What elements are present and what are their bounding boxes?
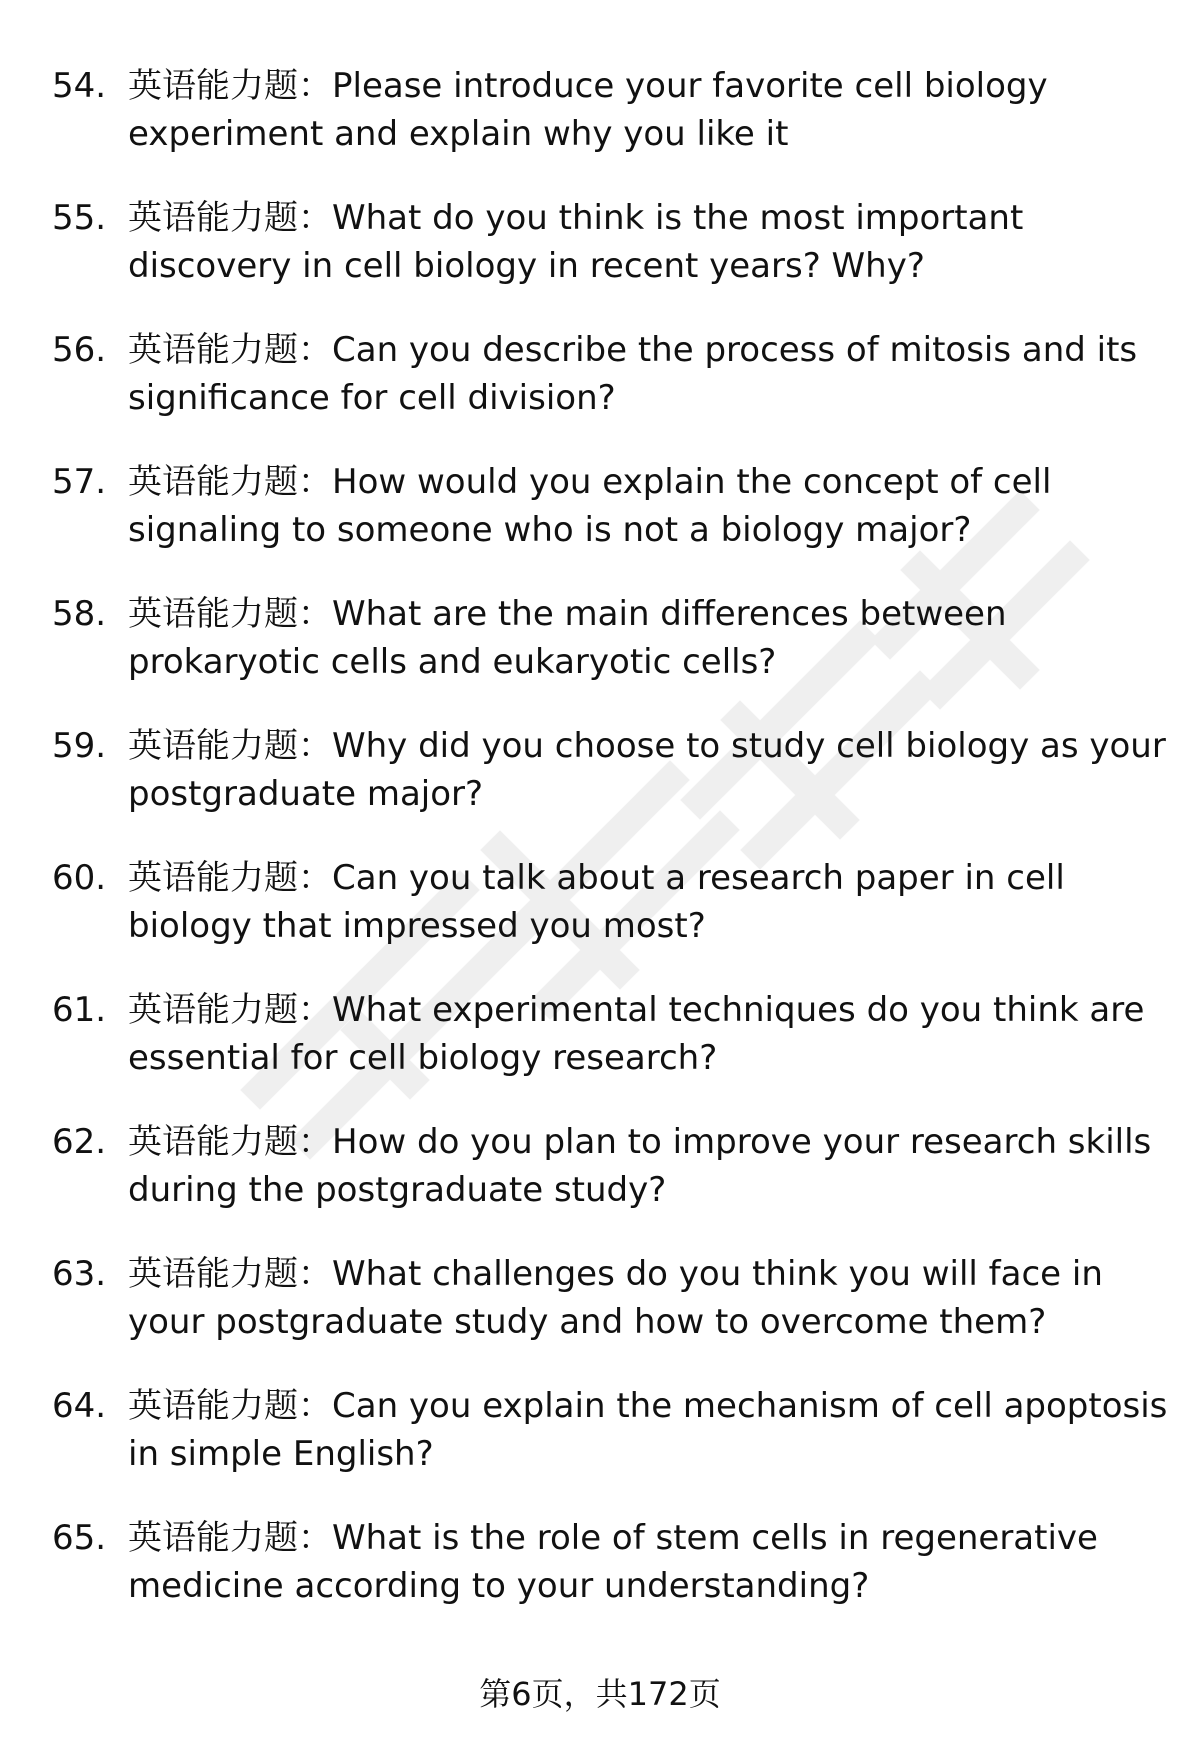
question-number: 59. — [52, 726, 107, 766]
question-number: 65. — [52, 1518, 107, 1558]
question-number: 54. — [52, 66, 107, 106]
question-text: What is the role of stem cells in regenerative medicine according to your understanding? — [128, 1518, 1098, 1606]
question-number: 56. — [52, 330, 107, 370]
question-text: What experimental techniques do you think are essential for cell biology research? — [128, 990, 1145, 1078]
question-item — [0, 188, 1200, 320]
question-category: 英语能力题： — [128, 594, 332, 634]
question-text: Can you describe the process of mitosis and its significance for cell division? — [128, 330, 1138, 418]
question-category: 英语能力题： — [128, 1254, 332, 1294]
question-body — [128, 1514, 1168, 1610]
question-body — [128, 1382, 1168, 1478]
question-number: 64. — [52, 1386, 107, 1426]
question-item — [0, 1112, 1200, 1244]
question-body — [128, 986, 1168, 1082]
question-category: 英语能力题： — [128, 462, 332, 502]
question-number: 60. — [52, 858, 107, 898]
question-body — [128, 722, 1168, 818]
question-category: 英语能力题： — [128, 858, 332, 898]
question-text: Can you talk about a research paper in cell biology that impressed you most? — [128, 858, 1065, 946]
question-text: What do you think is the most important discovery in cell biology in recent years? Why? — [128, 198, 1024, 286]
question-body — [128, 854, 1168, 950]
question-category: 英语能力题： — [128, 1122, 332, 1162]
question-item — [0, 584, 1200, 716]
question-item — [0, 1376, 1200, 1508]
question-category: 英语能力题： — [128, 66, 332, 106]
question-category: 英语能力题： — [128, 198, 332, 238]
question-item — [0, 716, 1200, 848]
question-category: 英语能力题： — [128, 726, 332, 766]
question-text: Can you explain the mechanism of cell apoptosis in simple English? — [128, 1386, 1168, 1474]
question-body — [128, 1250, 1168, 1346]
page-number-label: 第6页，共172页 — [479, 1675, 721, 1713]
question-body — [128, 194, 1168, 290]
question-item — [0, 320, 1200, 452]
question-number: 57. — [52, 462, 107, 502]
question-category: 英语能力题： — [128, 1386, 332, 1426]
question-body — [128, 458, 1168, 554]
question-item — [0, 56, 1200, 188]
question-item — [0, 1508, 1200, 1640]
question-category: 英语能力题： — [128, 1518, 332, 1558]
question-body — [128, 590, 1168, 686]
question-text: Why did you choose to study cell biology as your postgraduate major? — [128, 726, 1166, 814]
question-number: 62. — [52, 1122, 107, 1162]
question-item — [0, 980, 1200, 1112]
question-item — [0, 848, 1200, 980]
question-text: What are the main differences between prokaryotic cells and eukaryotic cells? — [128, 594, 1007, 682]
question-body — [128, 326, 1168, 422]
question-number: 58. — [52, 594, 107, 634]
question-text: How do you plan to improve your research skills during the postgraduate study? — [128, 1122, 1152, 1210]
question-list — [0, 56, 1200, 1640]
question-text: How would you explain the concept of cell signaling to someone who is not a biology major? — [128, 462, 1052, 550]
question-text: What challenges do you think you will face in your postgraduate study and how to overcome them? — [128, 1254, 1103, 1342]
question-text: Please introduce your favorite cell biology experiment and explain why you like it — [128, 66, 1048, 154]
question-category: 英语能力题： — [128, 990, 332, 1030]
question-category: 英语能力题： — [128, 330, 332, 370]
page-footer — [0, 1672, 1200, 1716]
question-number: 55. — [52, 198, 107, 238]
question-item — [0, 1244, 1200, 1376]
question-number: 63. — [52, 1254, 107, 1294]
question-body — [128, 62, 1168, 158]
question-body — [128, 1118, 1168, 1214]
question-item — [0, 452, 1200, 584]
question-number: 61. — [52, 990, 107, 1030]
